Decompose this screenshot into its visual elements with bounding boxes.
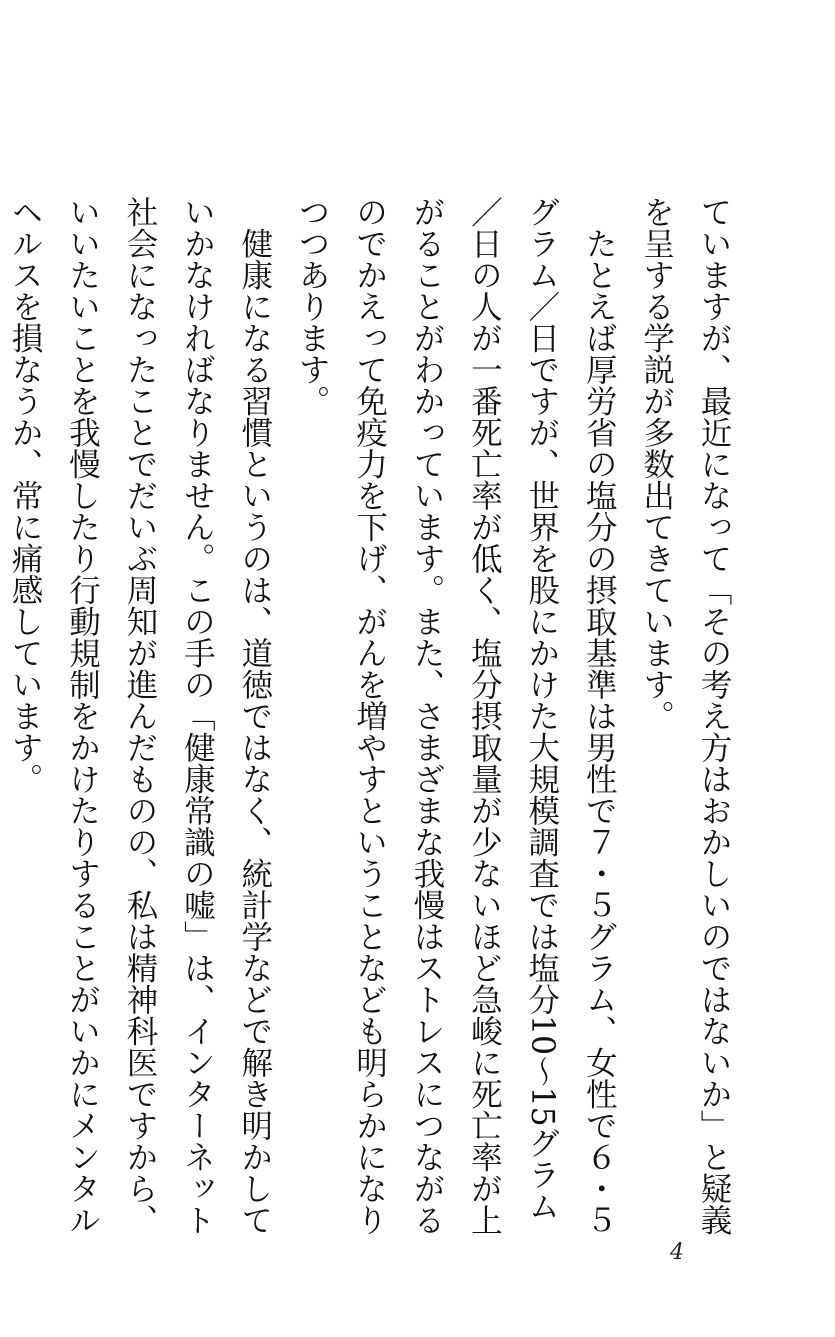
paragraph-1: ていますが、最近になって「その考え方はおかしいのではないか」と疑義を呈する学説が多数出てきています。 <box>638 196 732 1236</box>
paragraph-3: 健康になる習慣というのは、道徳ではなく、統計学などで解き明かしていかなければなりません。この手の「健康常識の嘘」は、インターネット社会になったことでだいぶ周知が進んだものの、私は精神科医ですから、いいたいことを我慢したり行動規制をかけたりすることがいかにメンタルヘルスを損なうか、常に痛感しています。 <box>7 196 273 1236</box>
page-number: 4 <box>670 1240 684 1265</box>
paragraph-2: たとえば厚労省の塩分の摂取基準は男性で７・５グラム、女性で６・５グラム／日ですが、世界を股にかけた大規模調査では塩分10～15グラム／日の人が一番死亡率が低く、塩分摂取量が少ないほど急峻に死亡率が上がることがわかっています。また、さまざまな我慢はストレスにつながるのでかえって免疫力を下げ、がんを増やすということなども明らかになりつつあります。 <box>294 196 618 1236</box>
body-text <box>0 196 742 1236</box>
